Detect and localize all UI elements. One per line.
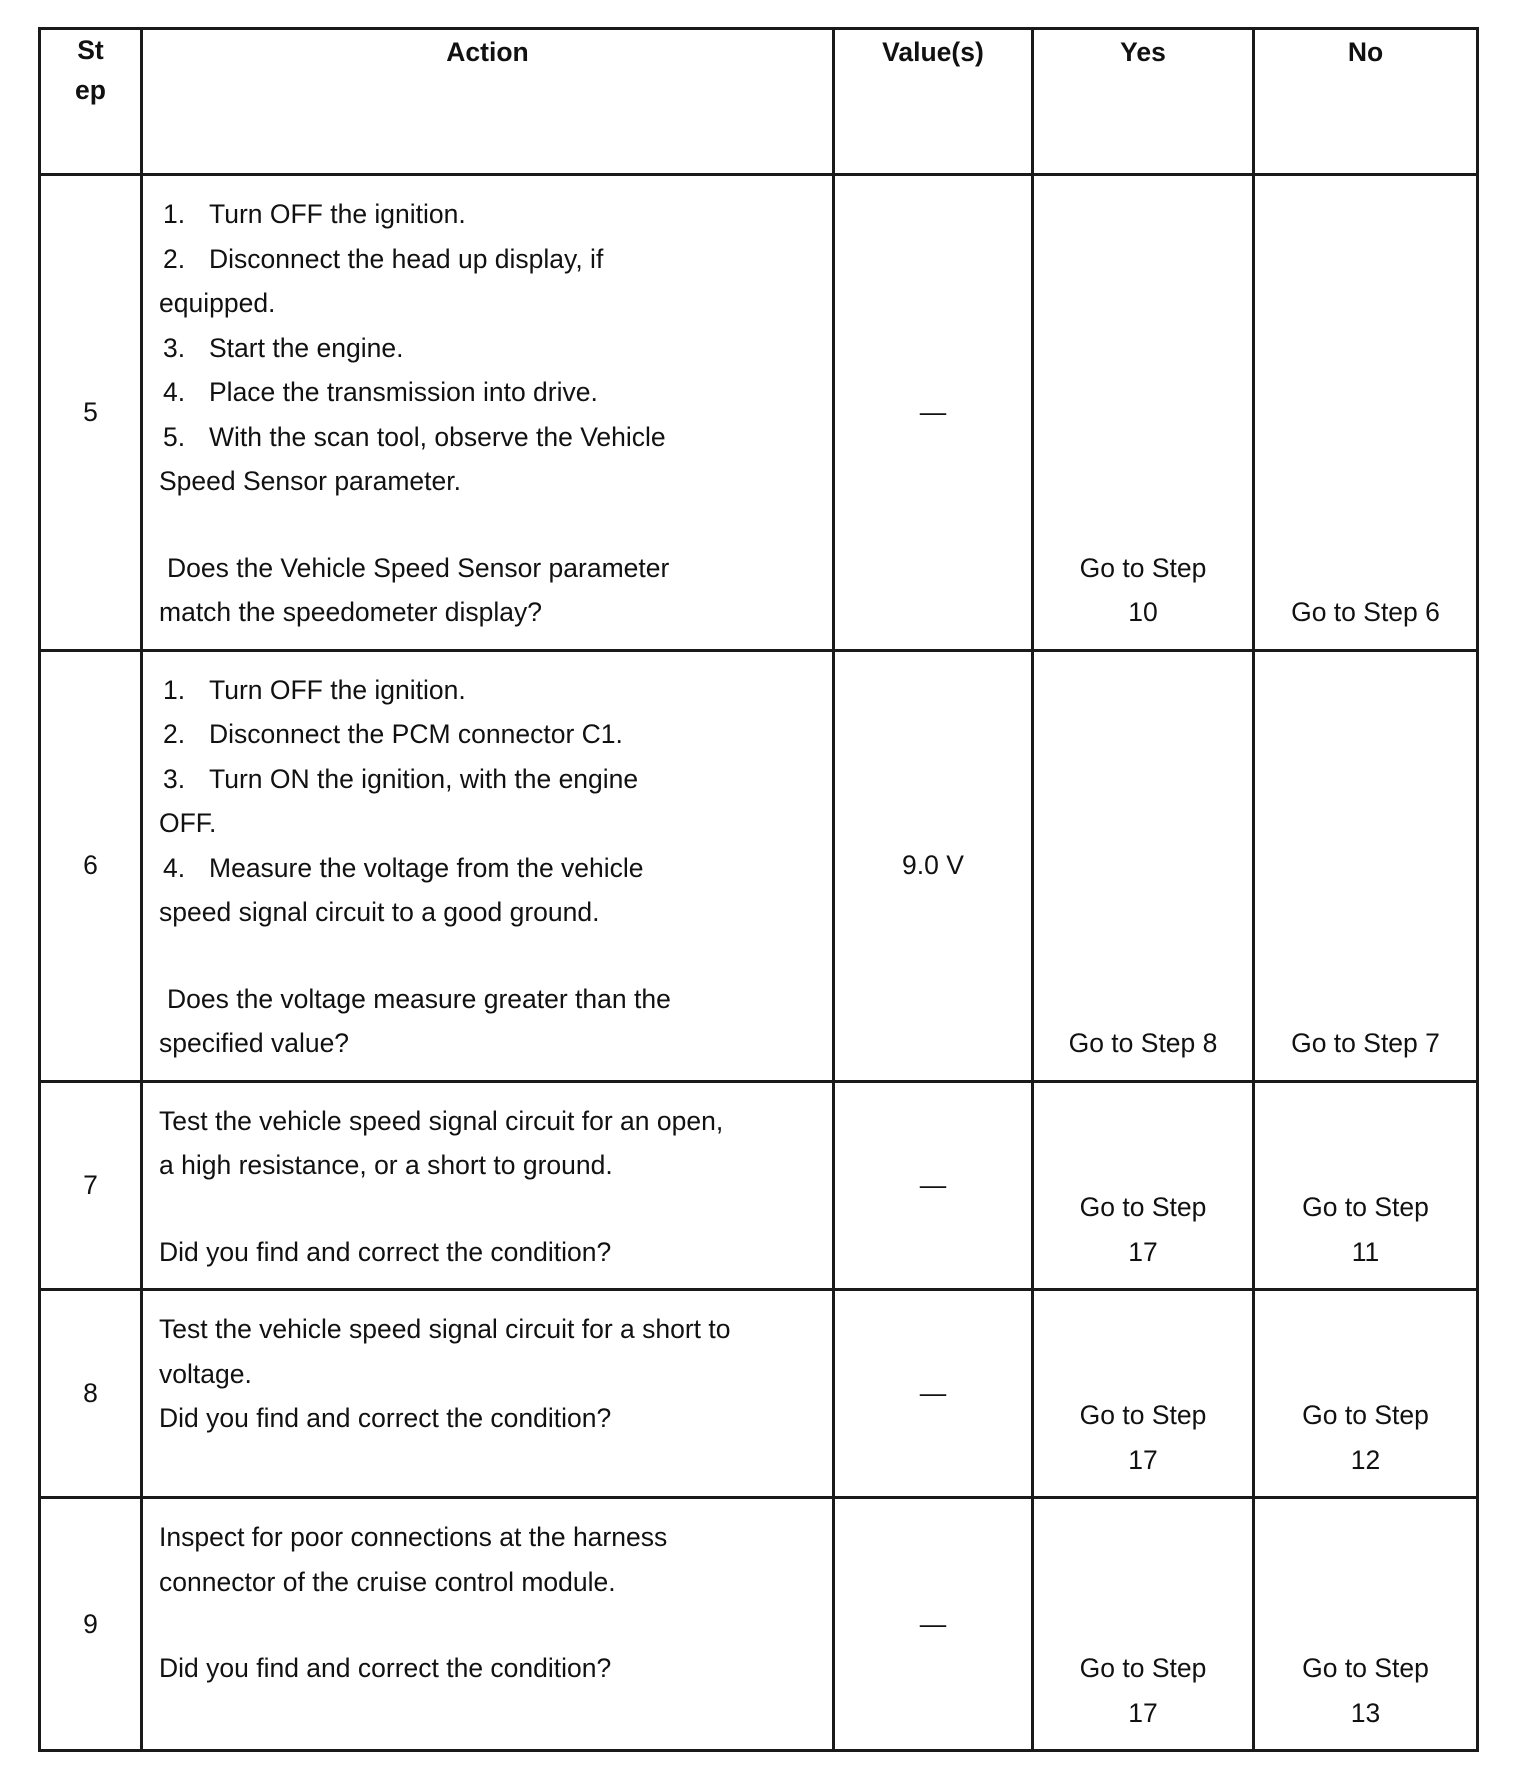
no-line: Go to Step (1302, 1653, 1429, 1683)
yes-line: Go to Step (1079, 1192, 1207, 1222)
header-yes: Yes (1033, 29, 1254, 175)
no-cell (1254, 650, 1478, 1081)
action-line: 1. Turn OFF the ignition. (163, 199, 466, 229)
action-question: match the speedometer display? (159, 597, 542, 627)
action-cell (142, 175, 834, 651)
action-cell (142, 1081, 834, 1290)
yes-cell (1033, 1498, 1254, 1751)
step-number: 6 (40, 650, 142, 1081)
no-cell (1254, 1081, 1478, 1290)
no-cell (1254, 1290, 1478, 1498)
action-line: 1. Turn OFF the ignition. (163, 674, 466, 705)
action-line: equipped. (159, 288, 276, 318)
yes-line: Go to Step (1079, 552, 1207, 583)
value-cell: — (834, 1498, 1033, 1751)
value-cell: — (834, 1290, 1033, 1498)
step-number: 9 (40, 1498, 142, 1751)
no-line: 12 (1350, 1444, 1381, 1475)
action-question: Did you find and correct the condition? (159, 1236, 612, 1267)
yes-line: Go to Step 8 (1068, 1028, 1218, 1058)
action-line: a high resistance, or a short to ground. (159, 1150, 613, 1180)
yes-cell (1033, 650, 1254, 1081)
action-line: 3. Turn ON the ignition, with the engine (163, 763, 639, 794)
action-line: Inspect for poor connections at the harness (159, 1522, 668, 1552)
no-cell (1254, 175, 1478, 651)
action-line: voltage. (159, 1358, 252, 1389)
yes-cell (1033, 1290, 1254, 1498)
step-number: 5 (40, 175, 142, 651)
value-cell: 9.0 V (834, 650, 1033, 1081)
no-line: Go to Step 7 (1291, 1028, 1440, 1058)
header-step (40, 29, 142, 175)
diagnostic-table (38, 27, 1479, 1752)
yes-line: 10 (1128, 597, 1158, 627)
header-value: Value(s) (834, 29, 1033, 175)
no-line: 11 (1351, 1236, 1380, 1267)
value-cell: — (834, 1081, 1033, 1290)
action-line: 3. Start the engine. (163, 332, 404, 363)
action-question: Did you find and correct the condition? (159, 1403, 612, 1433)
header-row (40, 29, 1478, 175)
action-question: Did you find and correct the condition? (159, 1653, 612, 1683)
no-line: 13 (1350, 1697, 1381, 1728)
yes-line: 17 (1128, 1697, 1158, 1728)
value-cell: — (834, 175, 1033, 651)
action-line: 2. Disconnect the head up display, if (163, 243, 604, 274)
table-row (40, 1290, 1478, 1498)
header-no: No (1254, 29, 1478, 175)
action-line: 5. With the scan tool, observe the Vehicle (163, 421, 666, 452)
table-row (40, 650, 1478, 1081)
action-line: Test the vehicle speed signal circuit for an open, (159, 1105, 724, 1136)
table-row (40, 1081, 1478, 1290)
action-line: 4. Measure the voltage from the vehicle (163, 852, 644, 883)
table-row (40, 175, 1478, 651)
no-line: Go to Step 6 (1291, 597, 1440, 627)
header-step-line1: St (77, 35, 104, 65)
action-line: speed signal circuit to a good ground. (159, 897, 600, 927)
no-cell (1254, 1498, 1478, 1751)
step-number: 7 (40, 1081, 142, 1290)
header-action: Action (142, 29, 834, 175)
action-line: Test the vehicle speed signal circuit for a short to (159, 1314, 731, 1344)
action-question: Does the Vehicle Speed Sensor parameter (167, 552, 670, 583)
yes-cell (1033, 175, 1254, 651)
yes-line: Go to Step (1079, 1400, 1207, 1430)
action-line: connector of the cruise control module. (159, 1566, 616, 1597)
action-line: OFF. (159, 808, 217, 838)
no-line: Go to Step (1302, 1192, 1429, 1222)
action-line: Speed Sensor parameter. (159, 466, 461, 496)
yes-line: 17 (1128, 1236, 1158, 1267)
action-line: 4. Place the transmission into drive. (163, 377, 598, 407)
header-step-line2: ep (75, 75, 106, 105)
action-cell (142, 650, 834, 1081)
yes-line: 17 (1128, 1444, 1158, 1475)
action-question: Does the voltage measure greater than the (167, 983, 671, 1014)
yes-cell (1033, 1081, 1254, 1290)
action-question: specified value? (159, 1028, 350, 1058)
table-row (40, 1498, 1478, 1751)
action-cell (142, 1290, 834, 1498)
action-cell (142, 1498, 834, 1751)
yes-line: Go to Step (1079, 1653, 1207, 1683)
no-line: Go to Step (1302, 1400, 1429, 1430)
action-line: 2. Disconnect the PCM connector C1. (163, 719, 623, 749)
step-number: 8 (40, 1290, 142, 1498)
